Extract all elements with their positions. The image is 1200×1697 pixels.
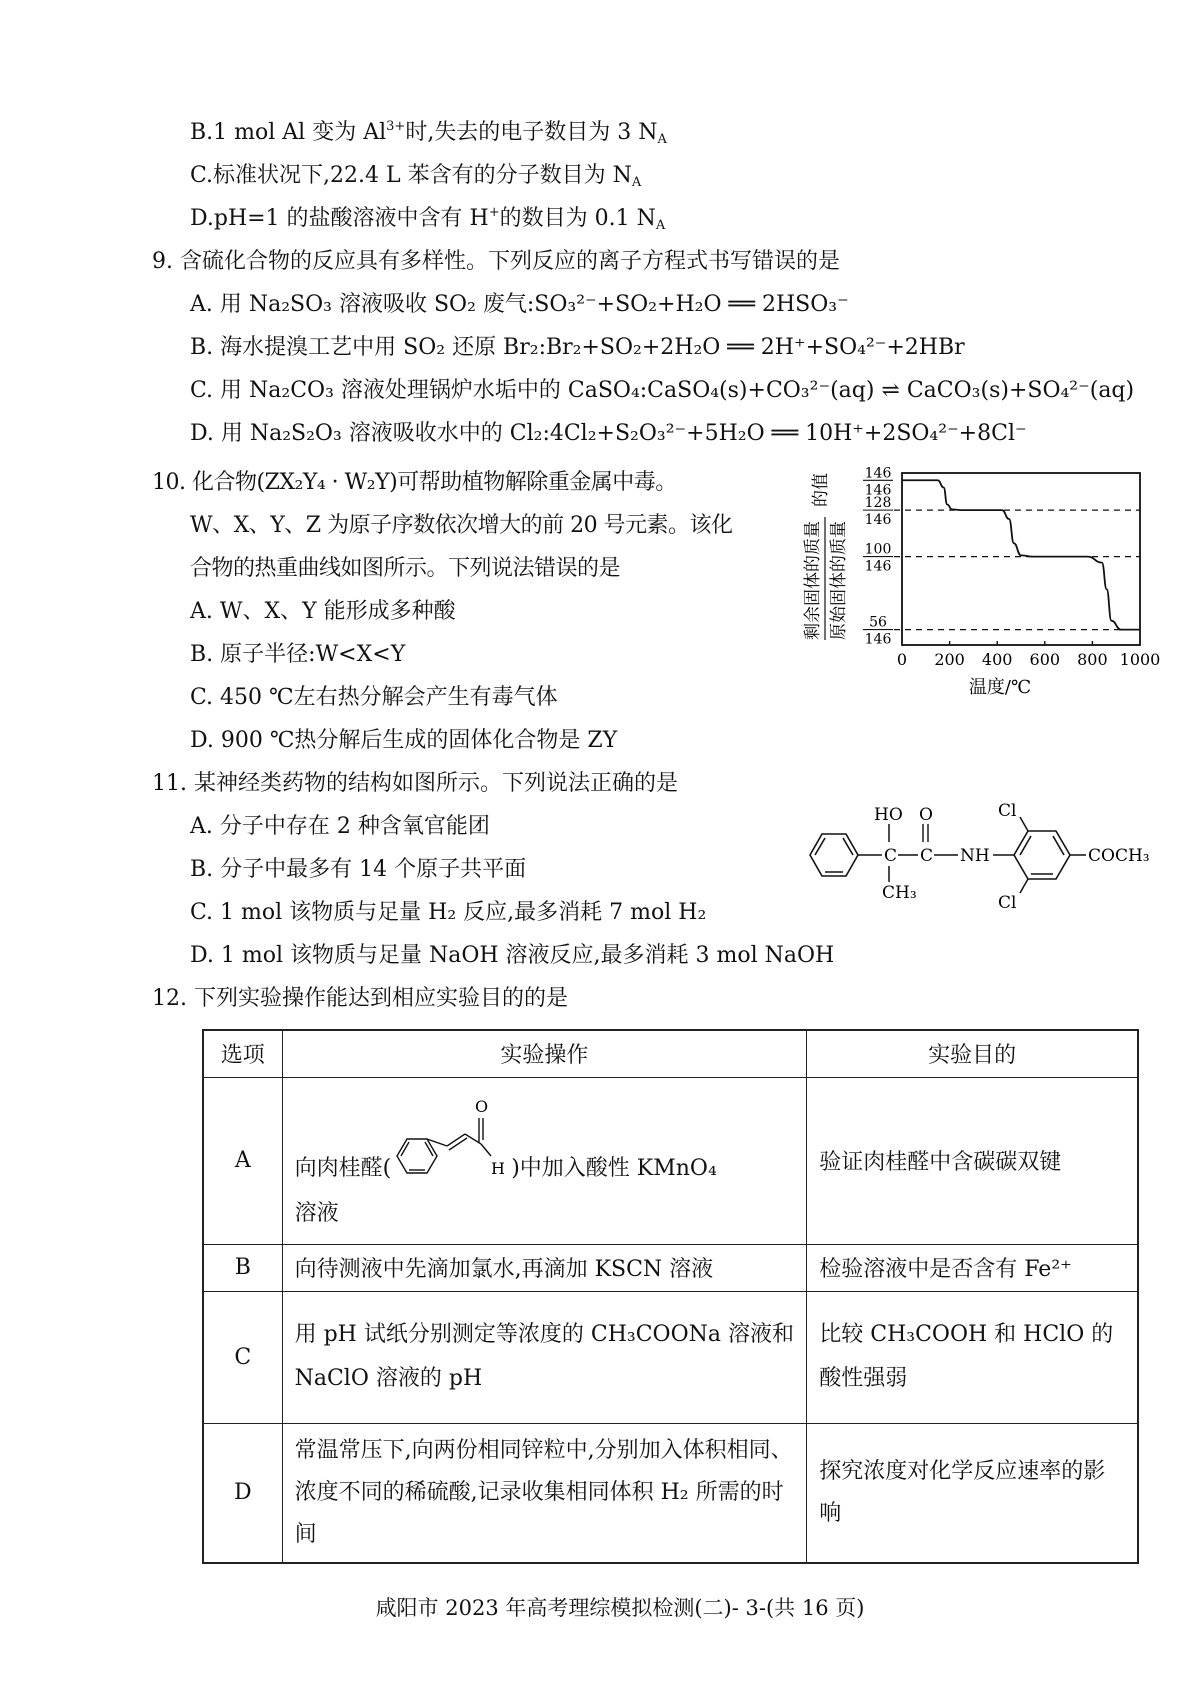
- q9-option-a: A. 用 Na₂SO₃ 溶液吸收 SO₂ 废气:SO₃²⁻+SO₂+H₂O ══ 2HSO₃⁻: [190, 292, 849, 317]
- benzene-ring-right: [1014, 831, 1070, 879]
- y-axis-label-denominator: 原始固体的质量: [829, 521, 849, 640]
- q11-option-b: B. 分子中最多有 14 个原子共平面: [190, 857, 527, 882]
- x-tick-label-1000: 1000: [1119, 650, 1161, 669]
- y-axis-label-suffix: 的值: [811, 473, 831, 507]
- q9-option-b: B. 海水提溴工艺中用 SO₂ 还原 Br₂:Br₂+SO₂+2H₂O ══ 2H⁺+SO₄²⁻+2HBr: [190, 335, 965, 360]
- q10-option-c: C. 450 ℃左右热分解会产生有毒气体: [190, 685, 558, 710]
- plot-frame: [902, 473, 1140, 645]
- q9-option-c: C. 用 Na₂CO₃ 溶液处理锅炉水垢中的 CaSO₄:CaSO₄(s)+CO₃²⁻(aq) ⇌ CaCO₃(s)+SO₄²⁻(aq): [190, 378, 1135, 403]
- hydroxyl-label: HO: [874, 805, 903, 825]
- q10-stem-line2: W、X、Y、Z 为原子序数依次增大的前 20 号元素。该化: [190, 513, 733, 538]
- y-axis-label: [803, 473, 849, 640]
- table-row: [203, 1244, 1138, 1291]
- table-row: [203, 1423, 1138, 1563]
- q12-stem: 12. 下列实验操作能达到相应实验目的的是: [152, 986, 568, 1011]
- row-d-operation: 常温常压下,向两份相同锌粒中,分别加入体积相同、浓度不同的稀硫酸,记录收集相同体积 H₂ 所需的时间: [282, 1423, 807, 1563]
- cinnamaldehyde-structure: [391, 1094, 511, 1184]
- q10-option-b: B. 原子半径:W<X<Y: [190, 642, 406, 667]
- header-option: 选项: [203, 1030, 282, 1077]
- row-b-purpose: 检验溶液中是否含有 Fe²⁺: [807, 1244, 1138, 1291]
- table-row: [203, 1077, 1138, 1244]
- header-purpose: 实验目的: [807, 1030, 1138, 1077]
- q11-stem: 11. 某神经类药物的结构如图所示。下列说法正确的是: [152, 771, 678, 796]
- thermogravimetric-chart: [790, 455, 1190, 705]
- row-a-purpose: 验证肉桂醛中含碳碳双键: [807, 1077, 1138, 1244]
- aldehyde-hydrogen-label: H: [491, 1159, 506, 1178]
- y-tick-denominator-3: 146: [864, 631, 892, 648]
- q11-option-c: C. 1 mol 该物质与足量 H₂ 反应,最多消耗 7 mol H₂: [190, 900, 707, 925]
- x-tick-label-400: 400: [981, 650, 1013, 669]
- row-b-operation: 向待测液中先滴加氯水,再滴加 KSCN 溶液: [282, 1244, 807, 1291]
- q10-stem-line1: 10. 化合物(ZX₂Y₄ · W₂Y)可帮助植物解除重金属中毒。: [152, 470, 677, 495]
- row-a-operation-line2: 溶液: [294, 1201, 339, 1226]
- q8-option-c: C.标准状况下,22.4 L 苯含有的分子数目为 $N_A$: [190, 163, 642, 190]
- q11-option-a: A. 分子中存在 2 种含氧官能团: [190, 814, 490, 839]
- header-operation: 实验操作: [282, 1030, 807, 1077]
- row-b-option: B: [203, 1244, 282, 1291]
- row-a-operation-prefix: 向肉桂醛(: [294, 1156, 392, 1181]
- drug-molecule-structure: [800, 800, 1180, 930]
- row-c-purpose: 比较 CH₃COOH 和 HClO 的酸性强弱: [807, 1291, 1138, 1423]
- row-d-option: D: [203, 1423, 282, 1563]
- y-tick-denominator-0: 146: [864, 482, 892, 499]
- q10-option-a: A. W、X、Y 能形成多种酸: [190, 599, 456, 624]
- q10-stem-line3: 合物的热重曲线如图所示。下列说法错误的是: [190, 556, 621, 581]
- y-tick-numerator-0: 146: [864, 465, 892, 482]
- row-a-operation-suffix: )中加入酸性 KMnO₄: [511, 1156, 717, 1181]
- aldehyde-oxygen-label: O: [475, 1097, 489, 1116]
- table-header-row: [203, 1030, 1138, 1077]
- y-tick-numerator-3: 56: [869, 614, 887, 631]
- carbonyl-oxygen-label: O: [919, 805, 933, 825]
- x-axis-label: 温度/℃: [968, 677, 1032, 698]
- amide-nh-label: NH: [960, 846, 990, 866]
- benzene-ring-left: [810, 834, 858, 876]
- row-d-purpose: 探究浓度对化学反应速率的影响: [807, 1423, 1138, 1563]
- alpha-carbon-label: C: [884, 846, 898, 866]
- table-row: [203, 1291, 1138, 1423]
- row-a-operation: [282, 1077, 807, 1244]
- row-c-option: C: [203, 1291, 282, 1423]
- methyl-label: CH₃: [882, 883, 917, 903]
- x-tick-label-200: 200: [934, 650, 965, 669]
- y-tick-numerator-1: 128: [864, 495, 892, 512]
- x-tick-label-600: 600: [1029, 650, 1061, 669]
- experiment-table: [202, 1029, 1139, 1564]
- q9-stem: 9. 含硫化合物的反应具有多样性。下列反应的离子方程式书写错误的是: [152, 249, 840, 274]
- y-tick-numerator-2: 100: [864, 541, 892, 558]
- page-footer: 咸阳市 2023 年高考理综模拟检测(二)- 3-(共 16 页): [375, 1596, 865, 1620]
- chlorine-bottom-label: Cl: [998, 893, 1017, 913]
- carbonyl-carbon-label: C: [920, 846, 934, 866]
- q8-option-d: D.pH=1 的盐酸溶液中含有 H+的数目为 0.1 $N_A$: [190, 205, 666, 233]
- x-tick-label-0: 0: [896, 650, 908, 669]
- x-tick-label-800: 800: [1077, 650, 1108, 669]
- q11-option-d: D. 1 mol 该物质与足量 NaOH 溶液反应,最多消耗 3 mol NaOH: [190, 943, 835, 968]
- y-tick-denominator-1: 146: [864, 512, 892, 529]
- chlorine-top-label: Cl: [998, 801, 1017, 821]
- row-a-option: A: [203, 1077, 282, 1244]
- q8-option-b: B.1 mol Al 变为 $Al^{3+}$时,失去的电子数目为 3 $N_A$: [190, 119, 667, 147]
- y-axis-label-numerator: 剩余固体的质量: [803, 521, 823, 640]
- acetyl-label: COCH₃: [1088, 846, 1150, 866]
- series-line-0: [902, 480, 1140, 629]
- row-c-operation: 用 pH 试纸分别测定等浓度的 CH₃COONa 溶液和 NaClO 溶液的 pH: [282, 1291, 807, 1423]
- y-tick-denominator-2: 146: [864, 558, 892, 575]
- q10-option-d: D. 900 ℃热分解后生成的固体化合物是 ZY: [190, 728, 618, 753]
- q9-option-d: D. 用 Na₂S₂O₃ 溶液吸收水中的 Cl₂:4Cl₂+S₂O₃²⁻+5H₂O ══ 10H⁺+2SO₄²⁻+8Cl⁻: [190, 421, 1027, 446]
